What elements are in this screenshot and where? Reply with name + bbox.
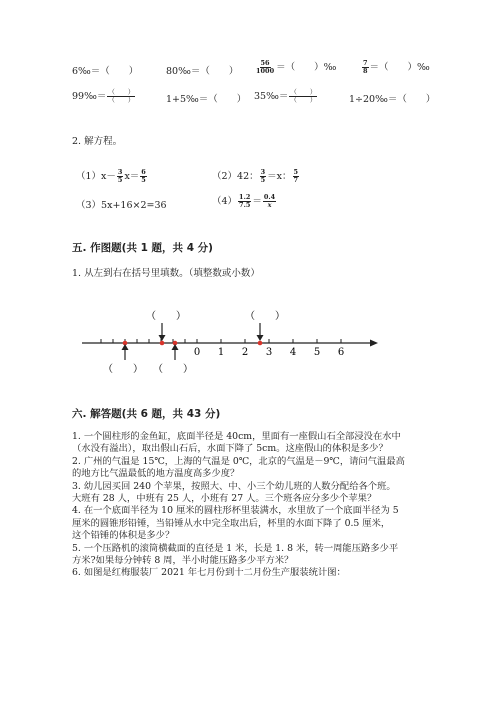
top-paren-2-label	[245, 310, 285, 322]
tick-label-2: 2	[241, 347, 249, 358]
arrowhead-down-1	[159, 335, 166, 341]
conv-1a: 6‰＝（ ）	[72, 66, 139, 77]
question-line: 1. 一个圆柱形的金鱼缸，底面半径是 40cm，里面有一座假山石全部浸没在水中	[72, 431, 401, 442]
section-5-question-1: 1. 从左到右在括号里填数。（填整数或小数）	[72, 268, 260, 279]
fraction: $\frac{56}{1000}$	[256, 59, 275, 75]
top-paren-1-label	[146, 310, 186, 322]
question-line: 大班有 28 人，中班有 25 人，小班有 27 人。三个班各应分多少个苹果？	[72, 493, 377, 505]
question-2-title: 2. 解方程。	[72, 136, 123, 147]
number-line-figure	[0, 300, 500, 380]
section-5-heading: 五. 作图题(共 1 题，共 4 分)	[72, 242, 213, 254]
fraction: $\frac{5}{7}$	[293, 168, 299, 184]
conv-2b: 1+5‰＝（ ）	[166, 94, 247, 105]
arrowhead-up-1	[122, 344, 129, 350]
fraction: $\frac{7}{8}$	[363, 59, 368, 75]
tick-label-3: 3	[265, 347, 273, 358]
arrowhead-down-2	[257, 335, 264, 341]
svg-text:（ ）: （ ）	[245, 311, 285, 322]
svg-text:（ ）: （ ）	[146, 311, 186, 322]
tick-label-6: 6	[337, 347, 345, 358]
conv-1c: $\frac{56}{1000}$ ＝（ ）‰	[256, 59, 337, 75]
bottom-paren-2-label	[153, 363, 193, 375]
question-line: 6. 如图是红梅服装厂 2021 年七月份到十二月份生产服装统计图：	[72, 567, 346, 579]
arrowhead-up-2	[172, 344, 179, 350]
section-6-questions	[72, 431, 472, 580]
equation-3: （3）5x+16×2=36	[76, 200, 167, 211]
fraction: $\frac{0.4}{x}$	[263, 193, 276, 209]
axis-arrowhead	[370, 340, 378, 347]
tick-label-4: 4	[289, 347, 297, 358]
fraction: $\frac{1.2}{7.5}$	[239, 193, 251, 209]
question-line: （水没有溢出），取出假山石后，水面下降了 5cm。这座假山的体积是多少？	[72, 443, 388, 455]
question-line: 这个铅锤的体积是多少？	[72, 530, 175, 542]
tick-label-0: 0	[193, 347, 201, 358]
svg-text:（ ）: （ ）	[103, 364, 143, 375]
question-line: 4. 在一个底面半径为 10 厘米的圆柱形杯里装满水，水里放了一个底面半径为 5	[72, 505, 399, 517]
conv-1d: $\frac{7}{8}$ ＝（ ）‰	[363, 59, 430, 75]
equation-4: （4） $\frac{1.2}{7.5}$ ＝ $\frac{0.4}{x}$	[212, 193, 276, 209]
conv-2a: 99‰＝ $\frac{( )}{( )}$	[72, 88, 135, 104]
question-line: 方米?如果每分钟转 8 周，半小时能压路多少平方米？	[72, 555, 294, 567]
fraction: $\frac{6}{5}$	[141, 168, 146, 184]
question-line: 厘米的圆锥形铅锤，当铅锤从水中完全取出后，杯里的水面下降了 0.5 厘米，	[72, 517, 391, 529]
marker-point-2	[160, 341, 165, 346]
equation-1: （1）x－ $\frac{3}{5}$ x＝ $\frac{6}{5}$	[76, 168, 146, 184]
conv-2d: 1÷20‰＝（ ）	[349, 94, 436, 105]
question-line: 5. 一个压路机的滚筒横截面的直径是 1 米，长是 1. 8 米，转一周能压路多少平	[72, 542, 399, 554]
marker-point-4	[258, 341, 263, 346]
tick-label-5: 5	[313, 347, 321, 358]
fraction: $\frac{3}{5}$	[260, 168, 266, 184]
question-line: 的地方比气温最低的地方温度高多少度？	[72, 468, 240, 480]
conv-2c: 35‰＝ $\frac{( )}{( )}$	[254, 88, 317, 104]
conv-1b: 80‰＝（ ）	[166, 66, 239, 77]
fraction: $\frac{( )}{( )}$	[108, 88, 135, 104]
fraction: $\frac{3}{5}$	[117, 168, 123, 184]
fraction: $\frac{( )}{( )}$	[290, 88, 317, 104]
tick-label-1: 1	[217, 347, 225, 358]
question-line: 3. 幼儿园买回 240 个苹果，按照大、中、小三个幼儿班的人数分配给各个班。	[72, 480, 396, 492]
svg-text:（ ）: （ ）	[153, 364, 193, 375]
equation-2: （2）42： $\frac{3}{5}$ ＝x： $\frac{5}{7}$	[212, 168, 299, 184]
bottom-paren-1-label	[103, 363, 143, 375]
section-6-heading: 六. 解答题(共 6 题，共 43 分)	[72, 408, 221, 420]
question-line: 2. 广州的气温是 15℃，上海的气温是 0℃，北京的气温是－9℃，请问气温最高	[72, 455, 405, 467]
